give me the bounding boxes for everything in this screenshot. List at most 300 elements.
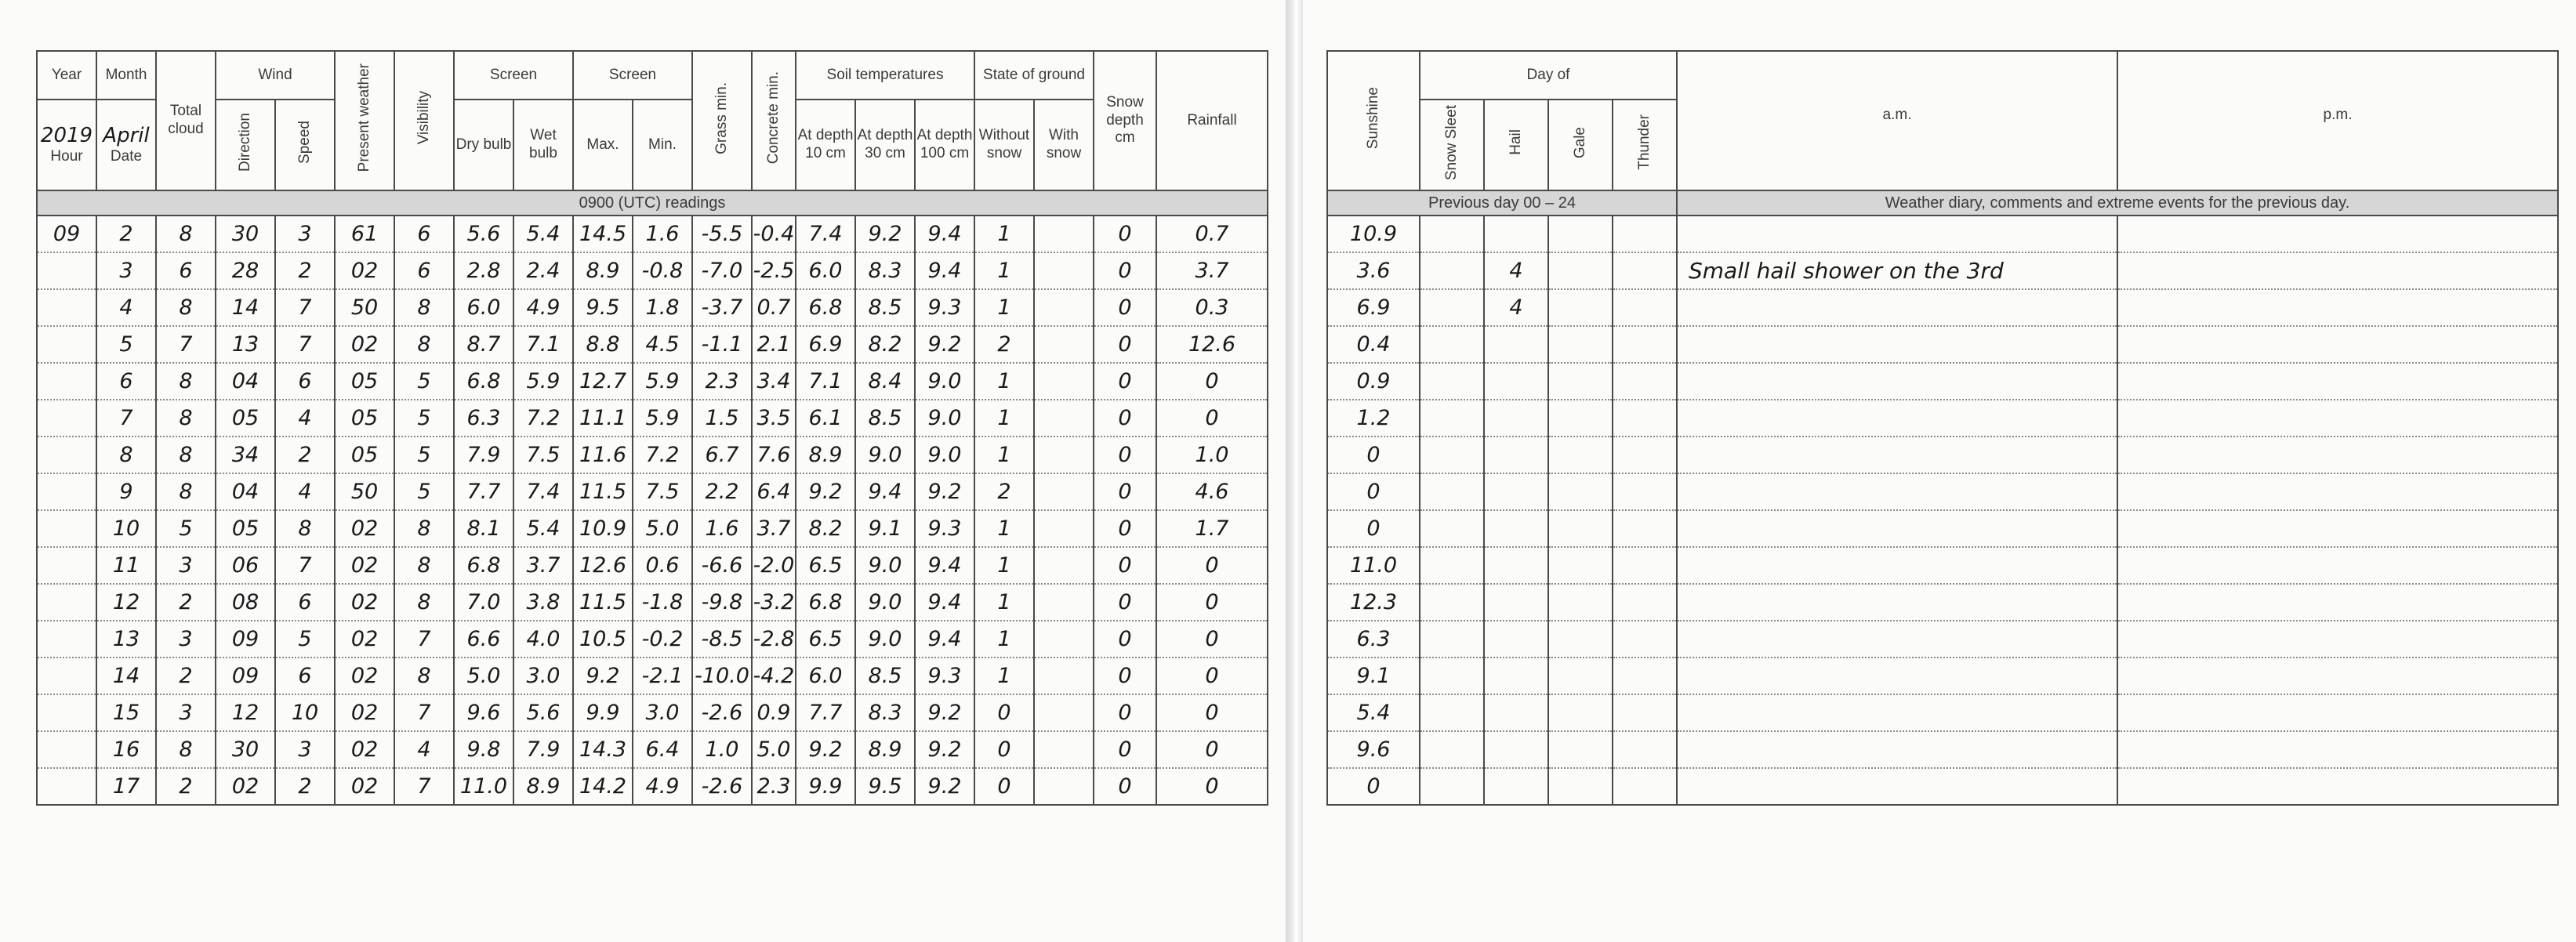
cell-grass: -7.0 [692,252,752,289]
diary-row [1327,547,2558,584]
cell-dir: 06 [216,547,275,584]
cell-hail [1484,768,1548,805]
cell-snow-sleet [1420,400,1484,437]
cell-cloud: 2 [156,768,216,805]
cell-wet: 2.4 [513,252,573,289]
cell-thunder [1613,400,1677,437]
cell-speed: 3 [275,216,335,252]
cell-cloud: 8 [156,731,216,768]
cell-wet: 5.6 [513,694,573,731]
table-row [37,363,1268,400]
cell-concrete: -0.4 [752,216,796,252]
cell-min: 3.0 [633,694,692,731]
cell-dry: 8.7 [454,326,513,363]
cell-with [1034,473,1094,510]
cell-max: 8.8 [573,326,633,363]
cell-weather: 50 [335,289,394,326]
cell-grass: -3.7 [692,289,752,326]
cell-date: 11 [96,547,156,584]
cell-pm-note [2117,326,2558,363]
cell-date: 2 [96,216,156,252]
cell-wet: 4.0 [513,621,573,658]
cell-min: 6.4 [633,731,692,768]
visibility-header: Visibility [394,51,454,190]
cell-sunshine: 12.3 [1327,584,1420,621]
direction-header: Direction [216,100,275,190]
cell-cloud: 8 [156,437,216,473]
cell-dry: 9.8 [454,731,513,768]
diary-row [1327,326,2558,363]
cell-s100: 9.3 [915,658,974,694]
cell-s10: 6.5 [796,621,855,658]
diary-row [1327,768,2558,805]
cell-rain: 0.7 [1156,216,1268,252]
cell-s10: 7.4 [796,216,855,252]
cell-concrete: 7.6 [752,437,796,473]
cell-with [1034,252,1094,289]
cell-s10: 9.2 [796,731,855,768]
cell-thunder [1613,473,1677,510]
cell-dry: 11.0 [454,768,513,805]
cell-hail [1484,621,1548,658]
cell-sunshine: 9.6 [1327,731,1420,768]
cell-gale [1548,437,1613,473]
cell-gale [1548,326,1613,363]
cell-dir: 04 [216,473,275,510]
cell-weather: 05 [335,400,394,437]
cell-max: 10.9 [573,510,633,547]
cell-gale [1548,621,1613,658]
max-header: Max. [573,100,633,190]
cell-am-note [1677,584,2117,621]
cell-snow: 0 [1094,437,1156,473]
cell-vis: 5 [394,473,454,510]
cell-s30: 9.0 [855,547,915,584]
wet-bulb-header: Wet bulb [513,100,573,190]
cell-hail [1484,437,1548,473]
cell-snow: 0 [1094,731,1156,768]
cell-dir: 08 [216,584,275,621]
cell-date: 12 [96,584,156,621]
screen-header-2: Screen [573,51,692,100]
cell-dry: 6.6 [454,621,513,658]
cell-without: 1 [974,289,1034,326]
cell-thunder [1613,437,1677,473]
cell-s100: 9.0 [915,400,974,437]
cell-hail [1484,400,1548,437]
cell-pm-note [2117,363,2558,400]
cell-gale [1548,694,1613,731]
cell-snow: 0 [1094,289,1156,326]
cell-snow-sleet [1420,768,1484,805]
cell-with [1034,621,1094,658]
cell-snow: 0 [1094,326,1156,363]
month-header: Month [96,51,156,100]
cell-sunshine: 0 [1327,768,1420,805]
cell-with [1034,658,1094,694]
cell-min: -0.2 [633,621,692,658]
cell-am-note: Small hail shower on the 3rd [1677,252,2117,289]
cell-min: 5.9 [633,363,692,400]
cell-rain: 0 [1156,547,1268,584]
cell-max: 9.2 [573,658,633,694]
cell-hour [37,768,96,805]
cell-concrete: 3.5 [752,400,796,437]
cell-s30: 8.5 [855,658,915,694]
table-row [37,658,1268,694]
cell-wet: 7.5 [513,437,573,473]
cell-vis: 8 [394,510,454,547]
cell-am-note [1677,216,2117,252]
cell-without: 1 [974,510,1034,547]
table-row [37,621,1268,658]
cell-min: 7.5 [633,473,692,510]
cell-weather: 02 [335,694,394,731]
cell-s10: 6.8 [796,289,855,326]
cell-cloud: 2 [156,658,216,694]
cell-hour [37,437,96,473]
table-row [37,326,1268,363]
cell-snow-sleet [1420,658,1484,694]
cell-cloud: 3 [156,694,216,731]
cell-s100: 9.4 [915,547,974,584]
cell-hail [1484,473,1548,510]
cell-s30: 8.5 [855,289,915,326]
cell-s30: 9.0 [855,621,915,658]
table-row [37,510,1268,547]
diary-row [1327,437,2558,473]
cell-s30: 9.2 [855,216,915,252]
cell-hail [1484,216,1548,252]
cell-thunder [1613,658,1677,694]
speed-header: Speed [275,100,335,190]
cell-with [1034,216,1094,252]
cell-snow: 0 [1094,216,1156,252]
cell-min: 0.6 [633,547,692,584]
cell-snow: 0 [1094,473,1156,510]
cell-dir: 09 [216,621,275,658]
cell-hour [37,547,96,584]
cell-date: 4 [96,289,156,326]
cell-wet: 5.4 [513,216,573,252]
table-row [37,473,1268,510]
cell-dry: 6.0 [454,289,513,326]
cell-speed: 6 [275,658,335,694]
cell-without: 0 [974,694,1034,731]
cell-sunshine: 11.0 [1327,547,1420,584]
cell-s100: 9.2 [915,694,974,731]
cell-s100: 9.3 [915,289,974,326]
diary-row [1327,510,2558,547]
cell-speed: 7 [275,289,335,326]
right-page [1303,0,2576,942]
cell-weather: 02 [335,658,394,694]
cell-grass: 6.7 [692,437,752,473]
cell-dir: 05 [216,510,275,547]
cell-sunshine: 10.9 [1327,216,1420,252]
cell-wet: 7.9 [513,731,573,768]
cell-s30: 8.4 [855,363,915,400]
cell-s30: 9.0 [855,584,915,621]
cell-s100: 9.2 [915,326,974,363]
cell-with [1034,363,1094,400]
cell-pm-note [2117,400,2558,437]
cell-s30: 9.1 [855,510,915,547]
cell-snow: 0 [1094,621,1156,658]
diary-row [1327,584,2558,621]
diary-row [1327,252,2558,289]
cell-snow-sleet [1420,437,1484,473]
cell-dir: 28 [216,252,275,289]
cell-grass: -1.1 [692,326,752,363]
cell-min: -2.1 [633,658,692,694]
cell-max: 10.5 [573,621,633,658]
readings-band: 0900 (UTC) readings [37,190,1268,216]
cell-max: 9.5 [573,289,633,326]
cell-s10: 9.9 [796,768,855,805]
cell-max: 12.7 [573,363,633,400]
diary-row [1327,216,2558,252]
cell-gale [1548,731,1613,768]
cell-grass: 1.6 [692,510,752,547]
cell-s100: 9.3 [915,510,974,547]
cell-rain: 0 [1156,621,1268,658]
cell-rain: 3.7 [1156,252,1268,289]
cell-s100: 9.2 [915,473,974,510]
grass-min-header: Grass min. [692,51,752,190]
previous-day-band: Previous day 00 – 24 [1327,190,1677,216]
cell-sunshine: 0 [1327,437,1420,473]
cell-thunder [1613,731,1677,768]
cell-weather: 02 [335,510,394,547]
cell-snow: 0 [1094,768,1156,805]
cell-thunder [1613,326,1677,363]
cell-wet: 5.4 [513,510,573,547]
cell-min: 4.9 [633,768,692,805]
cell-thunder [1613,621,1677,658]
cell-pm-note [2117,658,2558,694]
cell-rain: 0 [1156,731,1268,768]
cell-snow-sleet [1420,621,1484,658]
date-label: Date [110,148,143,165]
cell-hail [1484,658,1548,694]
cell-s10: 6.1 [796,400,855,437]
cell-pm-note [2117,768,2558,805]
cell-rain: 1.0 [1156,437,1268,473]
cell-speed: 3 [275,731,335,768]
cell-sunshine: 6.3 [1327,621,1420,658]
cell-max: 12.6 [573,547,633,584]
cell-with [1034,326,1094,363]
cell-grass: -5.5 [692,216,752,252]
soil-temps-header: Soil temperatures [796,51,974,100]
cell-date: 13 [96,621,156,658]
cell-dry: 5.0 [454,658,513,694]
diary-row [1327,658,2558,694]
cell-wet: 8.9 [513,768,573,805]
cell-weather: 02 [335,731,394,768]
cell-wet: 7.2 [513,400,573,437]
cell-am-note [1677,731,2117,768]
cell-gale [1548,400,1613,437]
cell-hail: 4 [1484,252,1548,289]
cell-gale [1548,289,1613,326]
readings-table [36,50,1268,806]
cell-date: 3 [96,252,156,289]
cell-sunshine: 0 [1327,510,1420,547]
cell-with [1034,547,1094,584]
cell-speed: 6 [275,584,335,621]
cell-wet: 5.9 [513,363,573,400]
cell-rain: 0 [1156,400,1268,437]
cell-dry: 7.9 [454,437,513,473]
hour-label: Hour [50,148,83,165]
cell-cloud: 8 [156,289,216,326]
cell-hour [37,363,96,400]
cell-snow: 0 [1094,694,1156,731]
diary-row [1327,621,2558,658]
cell-s10: 6.8 [796,584,855,621]
cell-max: 14.5 [573,216,633,252]
cell-gale [1548,363,1613,400]
cell-speed: 7 [275,326,335,363]
cell-dry: 6.8 [454,547,513,584]
cell-weather: 50 [335,473,394,510]
am-header: a.m. [1677,51,2117,190]
year-value: 2019 [40,124,93,147]
cell-hour [37,584,96,621]
total-cloud-header: Total cloud [156,51,216,190]
cell-pm-note [2117,621,2558,658]
cell-rain: 0 [1156,694,1268,731]
cell-hour [37,473,96,510]
cell-pm-note [2117,252,2558,289]
cell-without: 0 [974,768,1034,805]
cell-s100: 9.4 [915,216,974,252]
cell-sunshine: 0.4 [1327,326,1420,363]
cell-date: 17 [96,768,156,805]
cell-thunder [1613,694,1677,731]
cell-hour [37,694,96,731]
cell-hour [37,289,96,326]
cell-with [1034,400,1094,437]
cell-s30: 8.9 [855,731,915,768]
cell-speed: 4 [275,473,335,510]
cell-s10: 8.9 [796,437,855,473]
table-row [37,768,1268,805]
cell-concrete: -4.2 [752,658,796,694]
cell-grass: 1.5 [692,400,752,437]
cell-am-note [1677,400,2117,437]
cell-s100: 9.4 [915,584,974,621]
cell-snow-sleet [1420,584,1484,621]
cell-vis: 6 [394,252,454,289]
cell-wet: 3.8 [513,584,573,621]
cell-hail [1484,363,1548,400]
cell-weather: 05 [335,437,394,473]
cell-dir: 30 [216,216,275,252]
cell-without: 0 [974,731,1034,768]
cell-max: 11.1 [573,400,633,437]
table-row [37,584,1268,621]
cell-thunder [1613,510,1677,547]
present-weather-header: Present weather [335,51,394,190]
cell-dir: 13 [216,326,275,363]
cell-weather: 05 [335,363,394,400]
cell-s100: 9.4 [915,252,974,289]
cell-dir: 02 [216,768,275,805]
cell-s30: 8.5 [855,400,915,437]
cell-thunder [1613,289,1677,326]
cell-cloud: 6 [156,252,216,289]
cell-pm-note [2117,216,2558,252]
cell-dir: 14 [216,289,275,326]
cell-wet: 4.9 [513,289,573,326]
cell-s10: 9.2 [796,473,855,510]
cell-date: 9 [96,473,156,510]
year-hour-cell [37,100,96,190]
cell-speed: 5 [275,621,335,658]
cell-s30: 8.3 [855,252,915,289]
cell-vis: 8 [394,289,454,326]
with-snow-header: With snow [1034,100,1094,190]
cell-snow: 0 [1094,547,1156,584]
cell-hour: 09 [37,216,96,252]
cell-am-note [1677,437,2117,473]
cell-hour [37,510,96,547]
cell-with [1034,731,1094,768]
cell-speed: 8 [275,510,335,547]
cell-s100: 9.0 [915,437,974,473]
cell-hail [1484,584,1548,621]
cell-sunshine: 9.1 [1327,658,1420,694]
table-row [37,289,1268,326]
state-of-ground-header: State of ground [974,51,1094,100]
cell-snow: 0 [1094,658,1156,694]
cell-rain: 12.6 [1156,326,1268,363]
cell-dry: 6.8 [454,363,513,400]
cell-with [1034,510,1094,547]
cell-min: 7.2 [633,437,692,473]
cell-snow-sleet [1420,289,1484,326]
cell-weather: 02 [335,621,394,658]
cell-wet: 3.0 [513,658,573,694]
dry-bulb-header: Dry bulb [454,100,513,190]
without-snow-header: Without snow [974,100,1034,190]
cell-sunshine: 0.9 [1327,363,1420,400]
depth-30-header: At depth 30 cm [855,100,915,190]
cell-s10: 8.2 [796,510,855,547]
cell-am-note [1677,547,2117,584]
cell-date: 15 [96,694,156,731]
cell-pm-note [2117,289,2558,326]
cell-cloud: 7 [156,326,216,363]
wind-header: Wind [216,51,335,100]
cell-concrete: 6.4 [752,473,796,510]
cell-gale [1548,547,1613,584]
cell-vis: 7 [394,768,454,805]
cell-min: 1.8 [633,289,692,326]
cell-pm-note [2117,547,2558,584]
cell-vis: 8 [394,658,454,694]
cell-wet: 7.4 [513,473,573,510]
cell-grass: 2.3 [692,363,752,400]
depth-10-header: At depth 10 cm [796,100,855,190]
cell-max: 14.3 [573,731,633,768]
cell-cloud: 3 [156,621,216,658]
left-page [0,0,1286,942]
diary-row [1327,363,2558,400]
